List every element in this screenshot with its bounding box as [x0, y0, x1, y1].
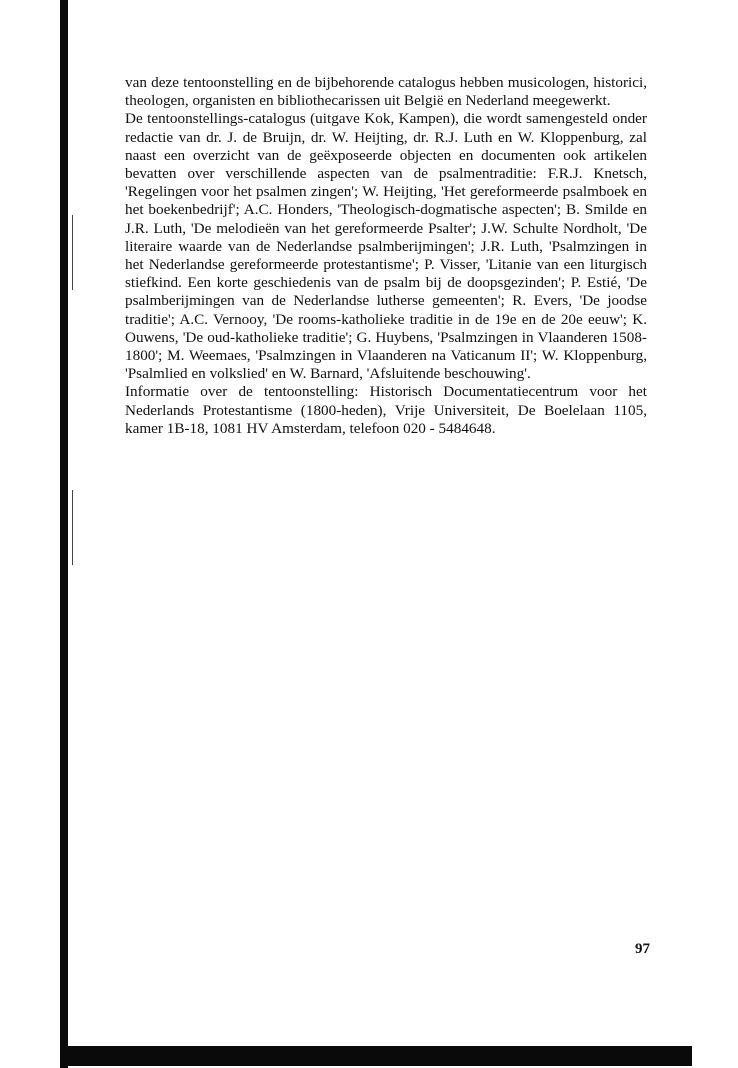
- scan-bottom-border: [60, 1046, 692, 1066]
- document-body: [125, 74, 647, 438]
- page-number: 97: [635, 941, 650, 957]
- paragraph-intro: van deze tentoonstelling en de bijbehorende catalogus hebben musicologen, historici, theologen, organisten en bibliothecarissen uit België en Nederland meegewerkt.: [125, 74, 647, 110]
- paragraph-catalogus: De tentoonstellings-catalogus (uitgave Kok, Kampen), die wordt samengesteld onder redactie van dr. J. de Bruijn, dr. W. Heijting, dr. R.J. Luth en W. Kloppenburg, zal naast een overzicht van de geëxposeerde objecten en documenten ook artikelen bevatten over verschillende aspecten van de psalmentraditie: F.R.J. Knetsch, 'Regelingen voor het psalmen zingen'; W. Heijting, 'Het gereformeerde psalmboek en het boekenbedrijf'; A.C. Honders, 'Theologisch-dogmatische aspecten'; B. Smilde en J.R. Luth, 'De melodieën van het gereformeerde Psalter'; J.W. Schulte Nordholt, 'De literaire waarde van de Nederlandse psalmberijmingen'; J.R. Luth, 'Psalmzingen in het Nederlandse gereformeerde protestantisme'; P. Visser, 'Litanie van een liturgisch stiefkind. Een korte geschiedenis van de psalm bij de doopsgezinden'; P. Estié, 'De psalmberijmingen van de Nederlandse lutherse gemeenten'; R. Evers, 'De joodse traditie'; A.C. Vernooy, 'De rooms-katholieke traditie in de 19e en de 20e eeuw'; K. Ouwens, 'De oud-katholieke traditie'; G. Huybens, 'Psalmzingen in Vlaanderen 1508-1800'; M. Weemaes, 'Psalmzingen in Vlaanderen na Vaticanum II'; W. Kloppenburg, 'Psalmlied en volkslied' en W. Barnard, 'Afsluitende beschouwing'.: [125, 110, 647, 383]
- scan-artifact-mark: [72, 215, 73, 290]
- scan-left-border: [60, 0, 68, 1068]
- paragraph-informatie: Informatie over de tentoonstelling: Historisch Documentatiecentrum voor het Nederlands Protestantisme (1800-heden), Vrije Universiteit, De Boelelaan 1105, kamer 1B-18, 1081 HV Amsterdam, telefoon 020 - 5484648.: [125, 383, 647, 437]
- scan-artifact-mark: [72, 490, 73, 565]
